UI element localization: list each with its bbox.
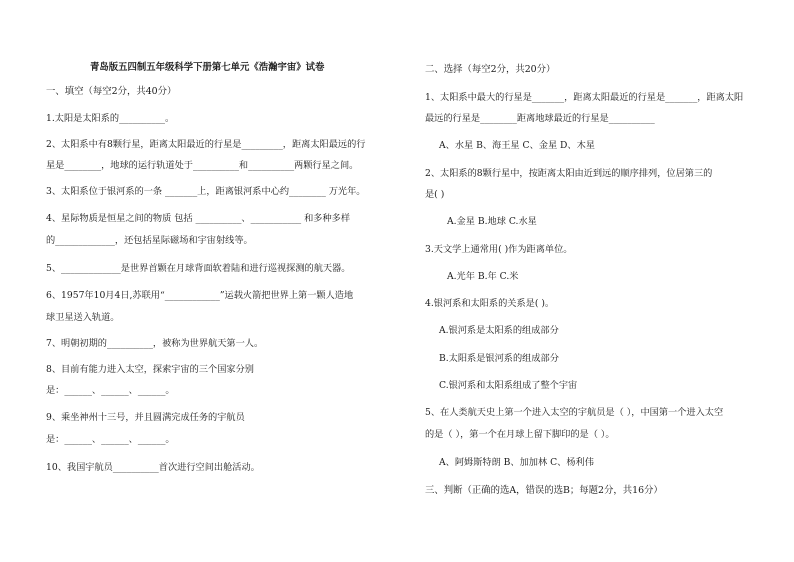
question-line: 8、目前有能力进入太空，探索宇宙的三个国家分别: [46, 364, 254, 375]
question-line: 7、明朝初期的__________，被称为世界航天第一人。: [46, 338, 264, 349]
option-line: A、水星 B、海王星 C、金星 D、木星: [439, 140, 595, 151]
question-line: 的是（ ），第一个在月球上留下脚印的是（ ）。: [425, 429, 615, 440]
question-line: 10、我国宇航员__________首次进行空间出舱活动。: [46, 462, 260, 473]
question-line: 5、_____________是世界首颗在月球背面软着陆和进行巡视探测的航天器。: [46, 263, 351, 274]
question-line: 5、在人类航天史上第一个进入太空的宇航员是（ ），中国第一个进入太空: [425, 407, 724, 418]
question-line: 1.太阳是太阳系的__________。: [46, 113, 175, 124]
page-title: 青岛版五四制五年级科学下册第七单元《浩瀚宇宙》试卷: [90, 62, 325, 73]
option-line: C.银河系和太阳系组成了整个宇宙: [439, 380, 578, 391]
question-line: 4.银河系和太阳系的关系是( )。: [425, 298, 555, 309]
question-line: 2、太阳系的8颗行星中，按距离太阳由近到远的顺序排列，位居第三的: [425, 168, 713, 179]
section-fill-in-heading: 一、填空（每空2分，共40分）: [46, 86, 177, 97]
section-choice-heading: 二、选择（每空2分，共20分）: [425, 64, 556, 75]
question-line: 最远的行星是________距离地球最近的行星是__________: [425, 113, 655, 124]
option-line: A、阿姆斯特朗 B、加加林 C、杨利伟: [439, 457, 594, 468]
question-line: 4、星际物质是恒星之间的物质 包括 __________、___________ 和多种多样: [46, 213, 351, 224]
question-line: 6、1957年10月4日,苏联用“____________”运载火箭把世界上第一颗人造地: [46, 290, 354, 301]
question-line: 是( ): [425, 189, 445, 200]
question-line: 球卫星送入轨道。: [46, 312, 120, 323]
question-line: 星是________，地球的运行轨道处于__________和__________两颗行星之间。: [46, 160, 359, 171]
option-line: A.金星 B.地球 C.水星: [447, 216, 537, 227]
question-line: 的_____________，还包括星际磁场和宇宙射线等。: [46, 235, 253, 246]
section-judgement-heading: 三、判断（正确的选A，错误的选B；每题2分，共16分）: [425, 485, 663, 496]
option-line: A.银河系是太阳系的组成部分: [439, 325, 559, 336]
question-line: 2、太阳系中有8颗行星，距离太阳最近的行星是_________，距离太阳最远的行: [46, 139, 366, 150]
question-line: 3、太阳系位于银河系的一条 _______上，距离银河系中心约________ 万光年。: [46, 186, 366, 197]
question-line: 1、太阳系中最大的行星是_______，距离太阳最近的行星是_______，距离太阳: [425, 92, 744, 103]
question-line: 3.天文学上通常用( )作为距离单位。: [425, 244, 573, 255]
option-line: A.光年 B.年 C.米: [447, 271, 519, 282]
question-line: 是：______、______、______。: [46, 434, 175, 445]
option-line: B.太阳系是银河系的组成部分: [439, 353, 559, 364]
question-line: 是：______、______、______。: [46, 385, 175, 396]
question-line: 9、乘坐神州十三号，并且圆满完成任务的宇航员: [46, 412, 245, 423]
